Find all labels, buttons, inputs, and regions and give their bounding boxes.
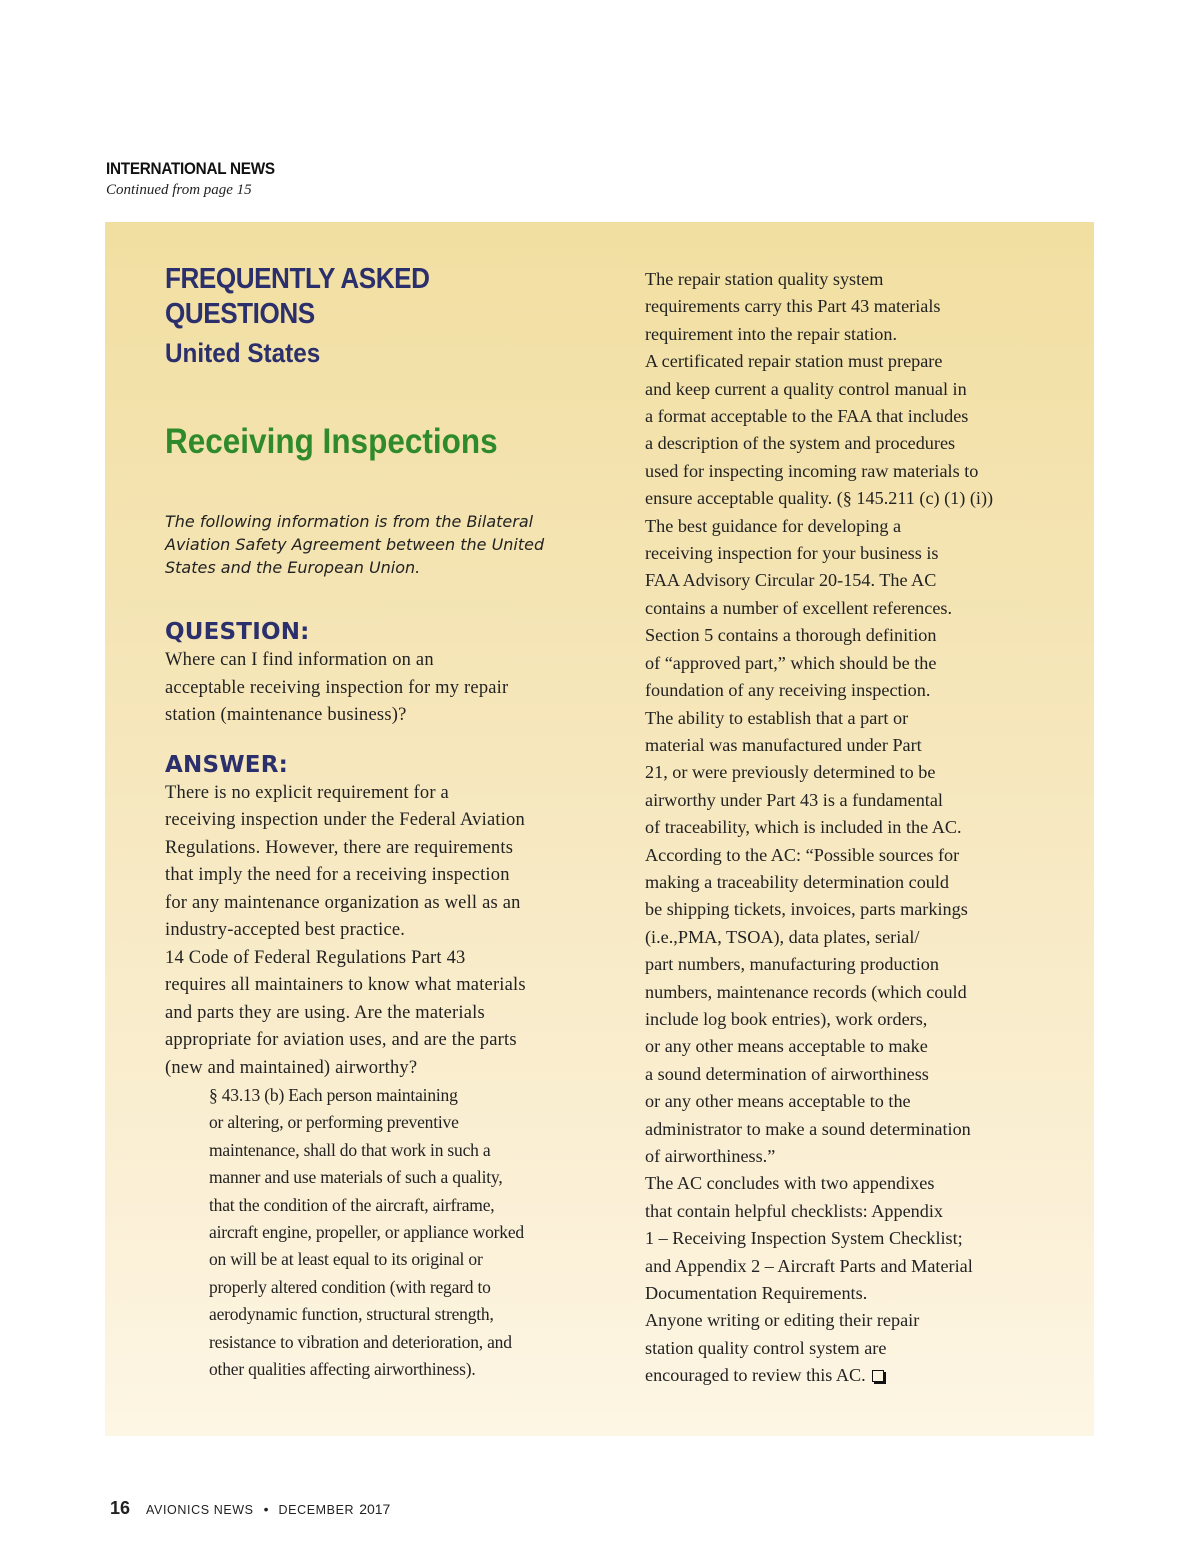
left-column	[165, 262, 585, 1383]
issue-year: 2017	[359, 1501, 391, 1517]
page-number: 16	[110, 1498, 131, 1518]
question-text: Where can I find information on an acceptable receiving inspection for my repair station (maintenance business)?	[165, 650, 509, 725]
right-paragraph-5: The AC concludes with two appendixes that contain helpful checklists: Appendix 1 – Receiving Inspection System Checklist; and Appendix 2 – Aircraft Parts and Material Documentation Requirements.	[645, 1173, 973, 1304]
right-paragraph-6-text: Anyone writing or editing their repair station quality control system are encouraged to review this AC.	[645, 1310, 920, 1386]
right-paragraph-1: The repair station quality system requirements carry this Part 43 materials requirement into the repair station.	[645, 269, 941, 344]
right-paragraph-2: A certificated repair station must prepare and keep current a quality control manual in a format acceptable to the FAA that includes a description of the system and procedures used for inspecting incoming raw materials to ensure acceptable quality. (§ 145.211 (c) (1) (i))	[645, 351, 994, 509]
page-footer	[110, 1498, 390, 1519]
article-intro: The following information is from the Bilateral Aviation Safety Agreement between the United States and the European Union.	[165, 512, 545, 577]
publication-name: AVIONICS NEWS	[146, 1503, 254, 1517]
regulation-quote: § 43.13 (b) Each person maintaining or altering, or performing preventive maintenance, shall do that work in such a manner and use materials of such a quality, that the condition of the aircraft, airframe, aircraft engine, propeller, or appliance worked on will be at least equal to its original or properly altered condition (with regard to aerodynamic function, structural strength, resistance to vibration and deterioration, and other qualities affecting airworthiness).	[209, 1085, 524, 1380]
answer-paragraph-2: 14 Code of Federal Regulations Part 43 requires all maintainers to know what materials and parts they are using. Are the materials appropriate for aviation uses, and are the parts (new and maintained) airworthy?	[165, 947, 526, 1078]
section-title: INTERNATIONAL NEWS	[106, 159, 275, 178]
right-paragraph-4: The ability to establish that a part or material was manufactured under Part 21, or were previously determined to be airworthy under Part 43 is a fundamental of traceability, which is included in the AC. According to the AC: “Possible sources for making a traceability determination could be shipping tickets, invoices, parts markings (i.e.,PMA, TSOA), data plates, serial/ part numbers, manufacturing production numbers, maintenance records (which could include log book entries), work orders, or any other means acceptable to make a sound determination of airworthiness or any other means acceptable to the administrator to make a sound determination of airworthiness.”	[645, 707, 971, 1166]
question-label: QUESTION:	[165, 619, 310, 645]
right-paragraph-6	[645, 1307, 1025, 1389]
answer-paragraph-1: There is no explicit requirement for a receiving inspection under the Federal Aviation Regulations. However, there are requirements that imply the need for a receiving inspection for any maintenance organization as well as an industry-accepted best practice.	[165, 782, 525, 940]
right-paragraph-3: The best guidance for developing a receiving inspection for your business is FAA Advisory Circular 20-154. The AC contains a number of excellent references. Section 5 contains a thorough definition of “approved part,” which should be the foundation of any receiving inspection.	[645, 515, 953, 701]
footer-separator: •	[263, 1501, 269, 1517]
section-header	[106, 158, 294, 200]
faq-title-line-2: QUESTIONS	[165, 298, 315, 330]
issue-month: DECEMBER	[278, 1503, 355, 1517]
article-headline: Receiving Inspections	[165, 422, 498, 461]
continued-from-note: Continued from page 15	[106, 182, 252, 198]
faq-region: United States	[165, 338, 321, 368]
faq-title-line-1: FREQUENTLY ASKED	[165, 263, 430, 295]
right-column	[645, 266, 1025, 1390]
answer-label: ANSWER:	[165, 751, 289, 778]
end-of-article-box-icon	[872, 1370, 884, 1382]
